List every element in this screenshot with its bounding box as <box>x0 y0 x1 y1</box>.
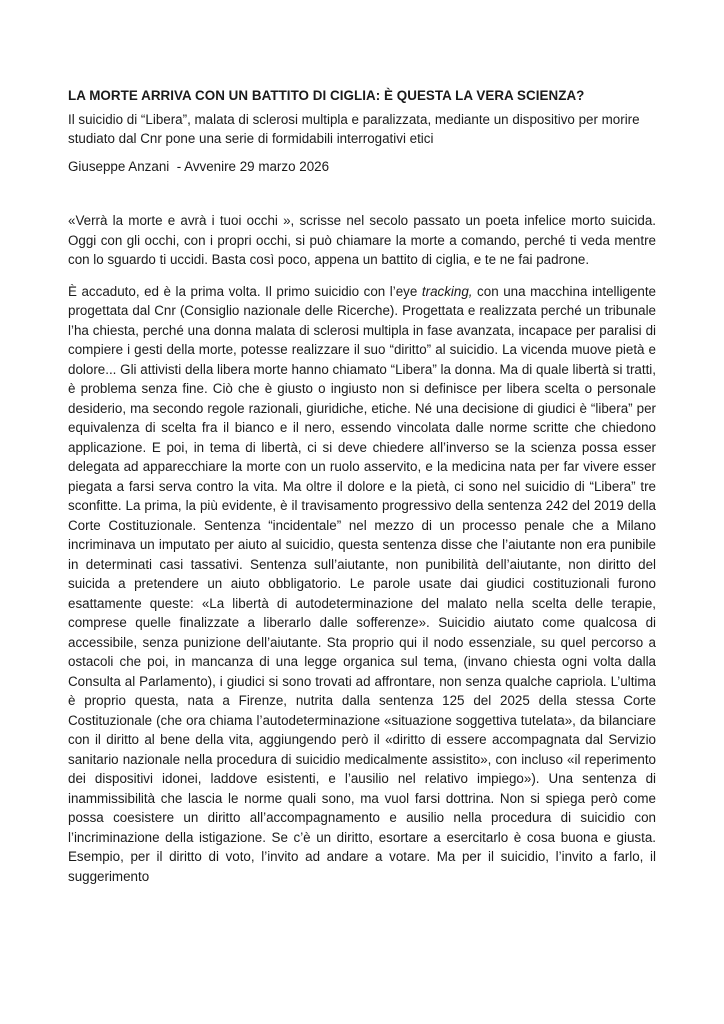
article-byline <box>68 157 656 176</box>
article-author: Giuseppe Anzani <box>68 159 170 174</box>
paragraph-2-italic: tracking, <box>421 283 473 299</box>
paragraph-2-start: È accaduto, ed è la prima volta. Il primo suicidio con l’eye <box>68 283 422 299</box>
article-subtitle: Il suicidio di “Libera”, malata di sclerosi multipla e paralizzata, mediante un dispositivo per morire studiato dal Cnr pone una serie di formidabili interrogativi etici <box>68 112 640 146</box>
paragraph-2-rest: con una macchina intelligente progettata dal Cnr (Consiglio nazionale delle Ricerche). Progettata e realizzata perché un tribunale l’ha chiesta, perché una donna malata di sclerosi multipla in fase avanzata, incapace per paralisi di compiere i gesti della morte, potesse realizzare il suo “diritto” al suicidio. La vicenda muove pietà e dolore... Gli attivisti della libera morte hanno chiamato “Libera” la donna. Ma di quale libertà si tratti, è problema senza fine. Ciò che è giusto o ingiusto non si definisce per libera scelta o personale desiderio, ma secondo regole razionali, giuridiche, etiche. Né una decisione di giudici è “libera” per equivalenza di scelta fra il bianco e il nero, essendo vincolata dalle norme scritte che chiedono applicazione. E poi, in tema di libertà, ci si deve chiedere all’inverso se la scienza possa esser delegata ad apparecchiare la morte con un ruolo asservito, e la medicina nata per far vivere esser piegata a farsi serva contro la vita. Ma oltre il dolore e la pietà, ci sono nel suicidio di “Libera” tre sconfitte. La prima, la più evidente, è il travisamento progressivo della sentenza 242 del 2019 della Corte Costituzionale. Sentenza “incidentale” nel mezzo di un processo penale che a Milano incriminava un imputato per aiuto al suicidio, questa sentenza disse che l’aiutante non era punibile in determinati casi tassativi. Sentenza sull’aiutante, non punibilità dell’aiutante, non diritto del suicida a pretendere un aiuto obbligatorio. Le parole usate dai giudici costituzionali furono esattamente queste: «La libertà di autodeterminazione del malato nella scelta delle terapie, comprese quelle finalizzate a liberarlo dalle sofferenze». Suicidio aiutato come qualcosa di accessibile, senza punizione dell’aiutante. Sta proprio qui il nodo essenziale, su quel percorso a ostacoli che poi, in mancanza di una legge organica sul tema, (invano chiesta ogni volta dalla Consulta al Parlamento), i giudici si sono trovati ad affrontare, non senza qualche capriola. L’ultima è proprio questa, nata a Firenze, nutrita dalla sentenza 125 del 2025 della stessa Corte Costituzionale (che ora chiama l’autodeterminazione «situazione soggettiva tutelata», da bilanciare con il diritto al bene della vita, aggiungendo però il «diritto di essere accompagnata dal Servizio sanitario nazionale nella procedura di suicidio medicalmente assistito», con incluso «il reperimento dei dispositivi idonei, laddove esistenti, e l’ausilio nel relativo impiego»). Una sentenza di inammissibilità che lascia le norme quali sono, ma vuol farsi dottrina. Non si spiega però come possa coesistere un diritto all’accompagnamento e ausilio nella procedura di suicidio con l’incriminazione della istigazione. Se c’è un diritto, esortare a esercitarlo è cosa buona e giusta. Esempio, per il diritto di voto, l’invito ad andare a votare. Ma per il suicidio, l’invito a farlo, il suggerimento <box>68 283 656 884</box>
article-title: LA MORTE ARRIVA CON UN BATTITO DI CIGLIA: È QUESTA LA VERA SCIENZA? <box>68 88 585 103</box>
article-paragraph-1: «Verrà la morte e avrà i tuoi occhi », scrisse nel secolo passato un poeta infelice morto suicida. Oggi con gli occhi, con i propri occhi, si può chiamare la morte a comando, perché ti veda mentre con lo sguardo ti uccidi. Basta così poco, appena un battito di ciglia, e te ne fai padrone. <box>68 213 656 267</box>
article-source: - Avvenire 29 marzo 2026 <box>169 159 330 174</box>
document-page <box>68 86 656 886</box>
article-paragraph-2 <box>68 282 656 887</box>
